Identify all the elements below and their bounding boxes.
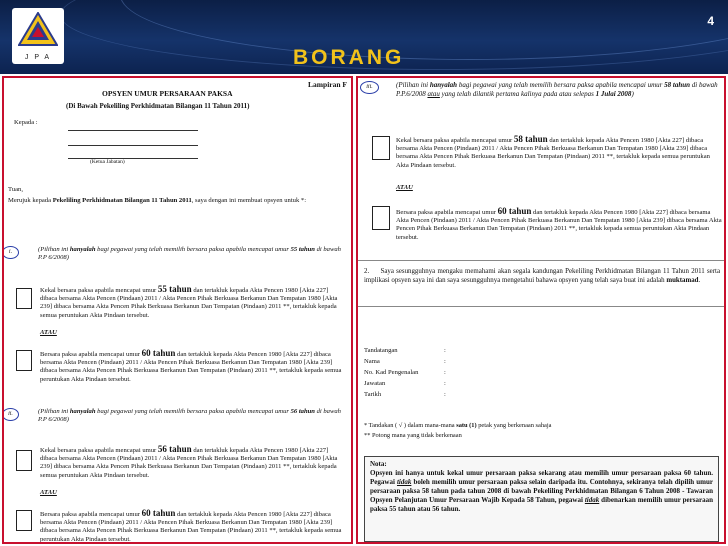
- logo-text: J P A: [24, 54, 52, 61]
- atau-label: ATAU: [40, 489, 57, 496]
- option-checkbox[interactable]: [372, 206, 390, 230]
- option-text: Kekal bersara paksa apabila mencapai umur 56 tahun dan tertakluk kepada Akta Pencen 1980 [Akta 227] dibaca bersama Akta Pencen (Pindaan) 2011 / Akta Pencen Pihak Berkuasa Berkanun Dan Tempatan 1980 [Akta 239] dibaca bersama Akta Pencen Pihak Berkuasa Berkanun Dan Tempatan (Pindaan) 2011 **, tertakluk kepada semua peruntukan Akta Pindaan tersebut.: [40, 444, 338, 479]
- header-banner: [0, 0, 728, 74]
- form-right-panel: [356, 76, 726, 544]
- atau-label: ATAU: [40, 329, 57, 336]
- form-subtitle: (Di Bawah Pekeliling Perkhidmatan Bilangan 11 Tahun 2011): [66, 102, 250, 110]
- footnote-strike: ** Potong mana yang tidak berkenaan: [364, 432, 462, 439]
- name-colon: :: [444, 358, 446, 365]
- option-checkbox[interactable]: [16, 450, 32, 471]
- position-colon: :: [444, 380, 446, 387]
- declaration-paragraph: 2. Saya sesungguhnya mengaku memahami akan segala kandungan Pekeliling Perkhidmatan Bilangan 11 Tahun 2011 serta implikasi opsyen saya ini dan saya sesungguhnya mengetahui bahawa opsyen yang telah saya buat ini adalah muktamad.: [364, 268, 720, 284]
- address-line: [68, 130, 198, 131]
- lampiran-label: Lampiran F: [308, 80, 347, 89]
- salutation: Tuan,: [8, 186, 23, 193]
- slide-title: BORANG: [293, 46, 405, 69]
- section-iii-intro: (Pilihan ini hanyalah bagi pegawai yang telah memilih bersara paksa apabila mencapai umur 58 tahun di bawah P.P.6/2008 atau yang telah dilantik pertama kalinya pada atau selepas 1 Julai 2008): [396, 81, 718, 98]
- option-text: Bersara paksa apabila mencapai umur 60 tahun dan tertakluk kepada Akta Pencen 1980 [Akta 227] dibaca bersama Akta Pencen (Pindaan) 2011 / Akta Pencen Pihak Berkuasa Berkanun Dan Tempatan 1980 [Akta 239] dibaca bersama Akta Pencen Pihak Berkuasa Berkanun Dan Tempatan (Pindaan) 2011 **, tertakluk kepada semua peruntukan Akta Pindaan tersebut.: [40, 348, 342, 383]
- option-text: Kekal bersara paksa apabila mencapai umur 58 tahun dan tertakluk kepada Akta Pencen 1980 [Akta 227] dibaca bersama Akta Pencen (Pindaan) 2011 / Akta Pencen Pihak Berkuasa Berkanun Dan Tempatan 1980 [Akta 239] dibaca bersama Akta Pencen Pihak Berkuasa Berkanun Dan Tempatan (Pindaan) 2011 **, tertakluk kepada semua peruntukan Akta Pindaan tersebut.: [396, 134, 710, 169]
- section-ii-intro: (Pilihan ini hanyalah bagi pegawai yang telah memilih bersara paksa apabila mencapai umur 56 tahun di bawah P.P 6/2008): [38, 408, 341, 424]
- name-label: Nama: [364, 358, 380, 365]
- form-left-panel: [2, 76, 353, 544]
- option-checkbox[interactable]: [372, 136, 390, 160]
- note-label: Nota:: [370, 460, 387, 468]
- option-text: Bersara paksa apabila mencapai umur 60 tahun dan tertakluk kepada Akta Pencen 1980 [Akta 227] dibaca bersama Akta Pencen (Pindaan) 2011 / Akta Pencen Pihak Berkuasa Berkanun Dan Tempatan 1980 [Akta 239] dibaca bersama Akta Pencen Pihak Berkuasa Berkanun Dan Tempatan (Pindaan) 2011 **, tertakluk kepada semua peruntukan Akta Pindaan tersebut.: [396, 206, 722, 241]
- section-marker: iii.: [360, 81, 379, 94]
- form-title: OPSYEN UMUR PERSARAAN PAKSA: [102, 89, 233, 98]
- address-line: [68, 158, 198, 159]
- option-checkbox[interactable]: [16, 510, 32, 531]
- footnote-tick: * Tandakan ( √ ) dalam mana-mana satu (1) petak yang berkenaan sahaja: [364, 422, 552, 429]
- signature-colon: :: [444, 347, 446, 354]
- ic-number-colon: :: [444, 369, 446, 376]
- kepada-label: Kepada :: [14, 119, 38, 126]
- page-number: 4: [707, 14, 714, 28]
- option-checkbox[interactable]: [16, 350, 32, 371]
- jpa-logo-icon: [18, 12, 58, 46]
- signature-label: Tandatangan: [364, 347, 398, 354]
- address-line: [68, 145, 198, 146]
- section-marker: i.: [2, 246, 19, 259]
- divider: [358, 260, 724, 261]
- date-colon: :: [444, 391, 446, 398]
- option-text: Kekal bersara paksa apabila mencapai umur 55 tahun dan tertakluk kepada Akta Pencen 1980 [Akta 227] dibaca bersama Akta Pencen (Pindaan) 2011 / Akta Pencen Pihak Berkuasa Berkanun Dan Tempatan 1980 [Akta 239] dibaca bersama Akta Pencen Pihak Berkuasa Berkanun Dan Tempatan (Pindaan) 2011 **, tertakluk kepada semua peruntukan Akta Pindaan tersebut.: [40, 284, 338, 319]
- atau-label: ATAU: [396, 184, 413, 191]
- merujuk-paragraph: Merujuk kepada Pekeliling Perkhidmatan Bilangan 11 Tahun 2011, saya dengan ini membuat opsyen untuk *:: [8, 197, 307, 204]
- note-box: [364, 456, 719, 542]
- position-label: Jawatan: [364, 380, 386, 387]
- ic-number-label: No. Kad Pengenalan: [364, 369, 419, 376]
- option-checkbox[interactable]: [16, 288, 32, 309]
- section-marker: ii.: [2, 408, 19, 421]
- section-i-intro: (Pilihan ini hanyalah bagi pegawai yang telah memilih bersara paksa apabila mencapai umur 55 tahun di bawah P.P 6/2008): [38, 246, 341, 262]
- option-text: Bersara paksa apabila mencapai umur 60 tahun dan tertakluk kepada Akta Pencen 1980 [Akta 227] dibaca bersama Akta Pencen (Pindaan) 2011 / Akta Pencen Pihak Berkuasa Berkanun Dan Tempatan 1980 [Akta 239] dibaca bersama Akta Pencen Pihak Berkuasa Berkanun Dan Tempatan (Pindaan) 2011 **, tertakluk kepada semua peruntukan Akta Pindaan tersebut.: [40, 508, 342, 543]
- ketua-jabatan-label: (Ketua Jabatan): [90, 159, 125, 165]
- divider: [358, 306, 724, 307]
- date-label: Tarikh: [364, 391, 382, 398]
- jpa-logo: [12, 8, 64, 64]
- note-text: Opsyen ini hanya untuk kekal umur persaraan paksa sekarang atau memilih umur persaraan paksa 60 tahun. Pegawai tidak boleh memilih umur persaraan paksa selain daripada itu. Contohnya, sekiranya telah dipilih umur persaraan paksa 58 tahun pada tahun 2008 di bawah Pekeliling Perkhidmatan Bilangan 6 Tahun 2008 - Tawaran Opsyen Pelanjutan Umur Persaraan Wajib Kepada 58 Tahun, pegawai tidak dibenarkan memilih umur persaraan paksa 55 tahun atau 56 tahun.: [370, 468, 714, 514]
